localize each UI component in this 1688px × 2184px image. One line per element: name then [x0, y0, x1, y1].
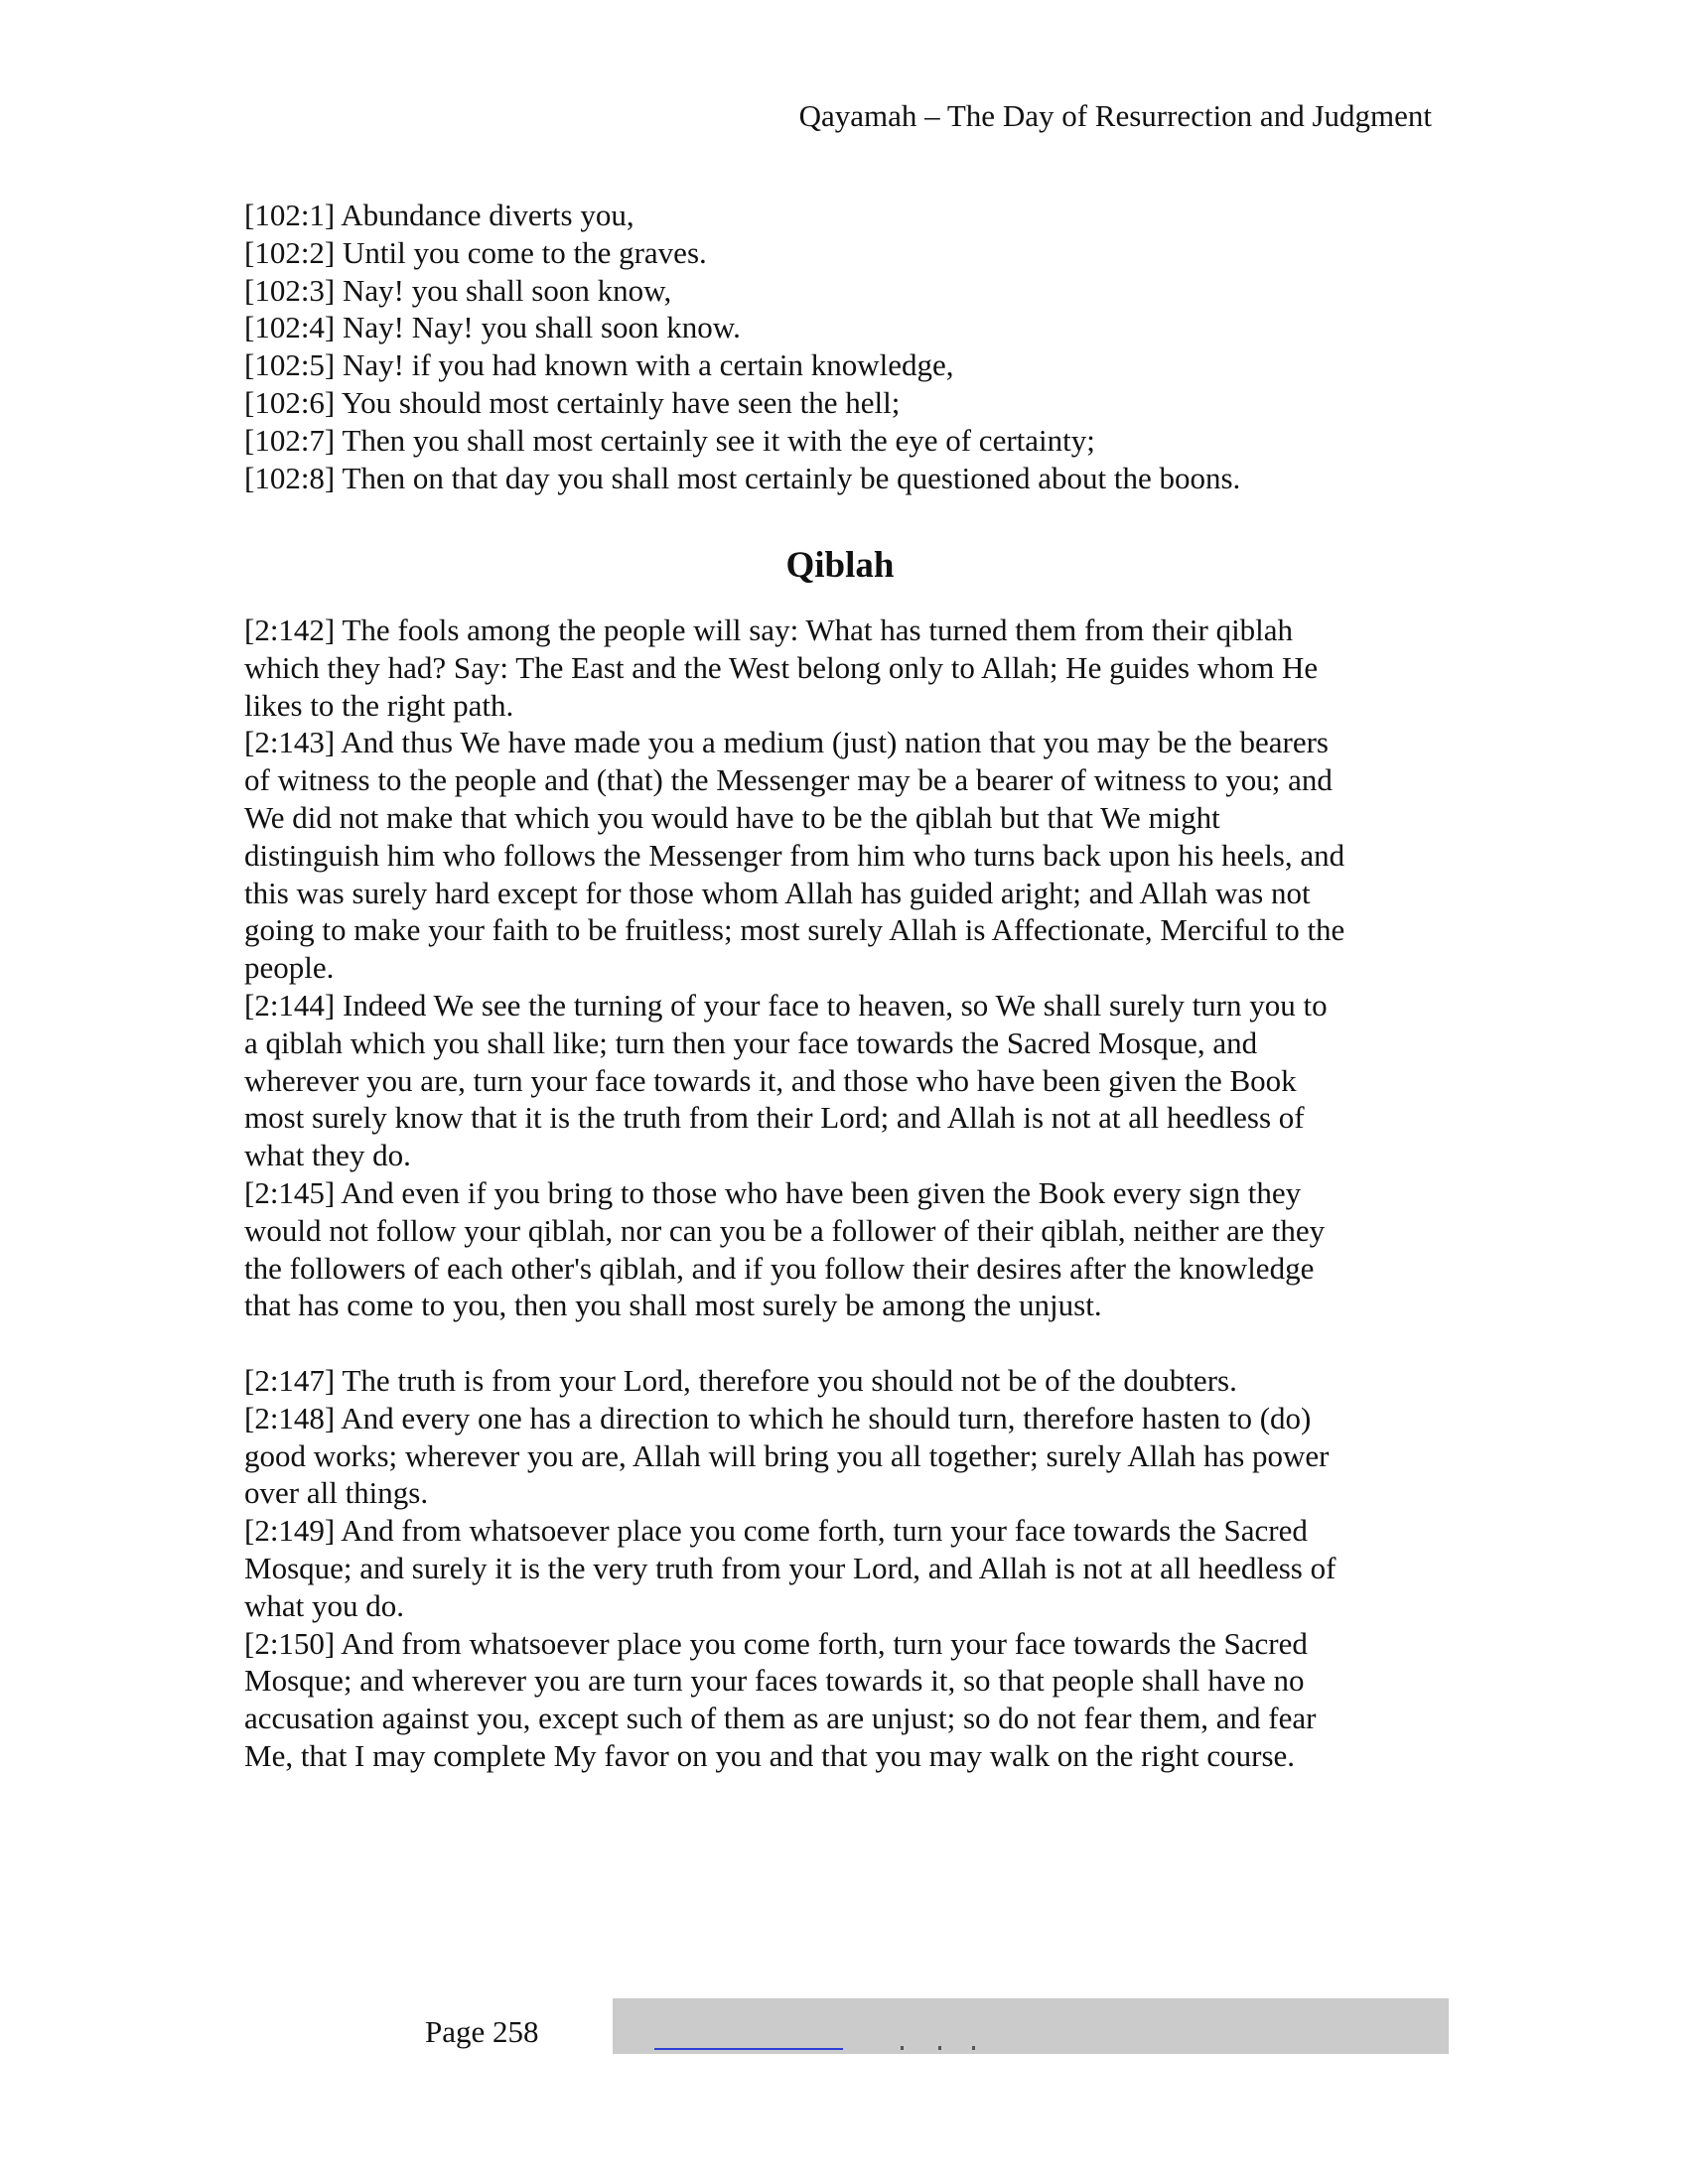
verse-line: [2:147] The truth is from your Lord, therefore you should not be of the doubters.: [244, 1362, 1237, 1398]
section-title-qiblah: Qiblah: [785, 545, 895, 586]
verse-102-7: [102:7] Then you shall most certainly see it with the eye of certainty;: [244, 422, 1095, 458]
verse-line: accusation against you, except such of them as are unjust; so do not fear them, and fear: [244, 1701, 1317, 1736]
verse-line: good works; wherever you are, Allah will bring you all together; surely Allah has power: [244, 1437, 1330, 1473]
verse-line: Mosque; and wherever you are turn your faces towards it, so that people shall have no: [244, 1663, 1305, 1699]
verse-line: Me, that I may complete My favor on you and that you may walk on the right course.: [244, 1737, 1296, 1773]
paragraph-gap: [244, 1324, 1436, 1362]
verse-line: [2:149] And from whatsoever place you come forth, turn your face towards the Sacred: [244, 1513, 1308, 1549]
verse-line: what they do.: [244, 1138, 411, 1173]
verse-line: [2:144] Indeed We see the turning of your face to heaven, so We shall surely turn you to: [244, 987, 1328, 1023]
verse-line: [2:142] The fools among the people will say: What has turned them from their qiblah: [244, 613, 1294, 647]
qiblah-verses: [244, 612, 1436, 1775]
verse-line: [2:148] And every one has a direction to which he should turn, therefore hasten to (do): [244, 1400, 1312, 1435]
verse-2-143: [244, 724, 1436, 987]
verse-line: the followers of each other's qiblah, and if you follow their desires after the knowledge: [244, 1250, 1315, 1286]
verse-102-2: [102:2] Until you come to the graves.: [244, 234, 707, 270]
verse-line: what you do.: [244, 1587, 405, 1623]
verse-line: We did not make that which you would have to be the qiblah but that We might: [244, 799, 1220, 835]
verse-line: Mosque; and surely it is the very truth from your Lord, and Allah is not at all heedless of: [244, 1550, 1336, 1585]
verse-line: people.: [244, 950, 335, 986]
running-header: Qayamah – The Day of Resurrection and Judgment: [798, 98, 1432, 133]
footer-clipped-text: [861, 2042, 980, 2052]
footer-link-underline[interactable]: [654, 2048, 843, 2050]
verse-102-8: [102:8] Then on that day you shall most certainly be questioned about the boons.: [244, 460, 1241, 495]
page-content: [244, 197, 1436, 1773]
verse-2-149: [244, 1512, 1436, 1624]
verse-102-3: [102:3] Nay! you shall soon know,: [244, 272, 672, 308]
verse-line: going to make your faith to be fruitless; most surely Allah is Affectionate, Merciful to the: [244, 912, 1345, 948]
verse-2-145: [244, 1174, 1436, 1324]
verse-2-148: [244, 1400, 1436, 1512]
verse-line: wherever you are, turn your face towards it, and those who have been given the Book: [244, 1062, 1297, 1098]
verse-line: [2:143] And thus We have made you a medium (just) nation that you may be the bearers: [244, 725, 1329, 760]
verse-line: likes to the right path.: [244, 687, 514, 723]
verse-line: most surely know that it is the truth from their Lord; and Allah is not at all heedless of: [244, 1100, 1305, 1136]
verse-2-150: [244, 1625, 1436, 1775]
verse-line: [2:150] And from whatsoever place you come forth, turn your face towards the Sacred: [244, 1625, 1308, 1661]
verse-line: this was surely hard except for those whom Allah has guided aright; and Allah was not: [244, 875, 1311, 910]
verse-102-6: [102:6] You should most certainly have seen the hell;: [244, 384, 901, 420]
page-number: Page 258: [425, 2014, 539, 2049]
surah-102-verses: [244, 197, 1436, 496]
verse-line: a qiblah which you shall like; turn then your face towards the Sacred Mosque, and: [244, 1024, 1258, 1060]
verse-line: of witness to the people and (that) the Messenger may be a bearer of witness to you; and: [244, 762, 1333, 798]
footer-bar: [613, 1998, 1449, 2054]
verse-line: which they had? Say: The East and the West belong only to Allah; He guides whom He: [244, 649, 1319, 685]
verse-2-144: [244, 987, 1436, 1174]
verse-line: would not follow your qiblah, nor can you be a follower of their qiblah, neither are they: [244, 1212, 1326, 1248]
verse-line: that has come to you, then you shall most surely be among the unjust.: [244, 1288, 1102, 1323]
verse-102-1: [102:1] Abundance diverts you,: [244, 198, 634, 232]
verse-2-142: [244, 612, 1436, 724]
verse-line: [2:145] And even if you bring to those who have been given the Book every sign they: [244, 1174, 1302, 1210]
verse-line: over all things.: [244, 1475, 429, 1511]
verse-102-5: [102:5] Nay! if you had known with a certain knowledge,: [244, 347, 954, 383]
verse-2-147: [244, 1362, 1436, 1400]
verse-102-4: [102:4] Nay! Nay! you shall soon know.: [244, 310, 741, 345]
verse-line: distinguish him who follows the Messenger from him who turns back upon his heels, and: [244, 837, 1345, 873]
